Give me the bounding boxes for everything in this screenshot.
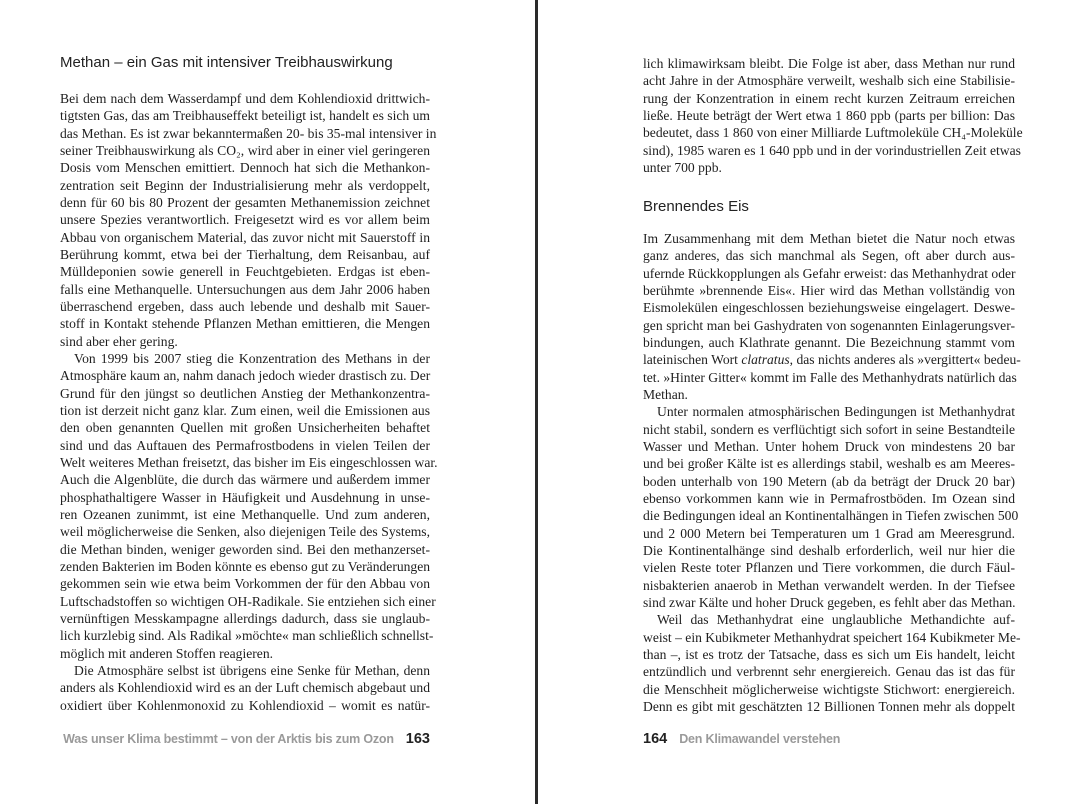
text-line: ren Ozeanen zunimmt, ist eine Methanquelle. Und zum anderen, xyxy=(60,506,430,522)
text-line: und bei großer Kälte ist es allerdings stabil, weshalb es am Meeres- xyxy=(643,456,1015,472)
text-line: Atmosphäre kaum an, nahm danach jedoch wieder drastisch zu. Der xyxy=(60,368,431,384)
text-line: Grund für den jüngst so deutlichen Anstieg der Methankonzentra- xyxy=(60,385,430,401)
text-line: vielen Reste toter Pflanzen und Tiere vorkommen, die durch Fäul- xyxy=(643,560,1015,576)
page-footer xyxy=(63,731,430,747)
text-line: Abbau von organischem Material, das zuvor nicht mit Sauerstoff in xyxy=(60,229,430,245)
text-line: den oben genannten Quellen mit großen Unsicherheiten behaftet xyxy=(60,420,430,436)
text-line: gekommen sein wie etwa beim Vorkommen der für den Abbau von xyxy=(60,576,430,592)
text-line: Weil das Methanhydrat eine unglaubliche Methandichte auf- xyxy=(657,612,1015,628)
text-line xyxy=(643,351,1021,368)
text-line: sind), 1985 waren es 1 640 ppb und in der vorindustriellen Zeit etwas xyxy=(643,142,1021,158)
text-line: sind zwar Kälte und hoher Druck gegeben, es fehlt aber das Methan. xyxy=(643,594,1016,610)
text-line: und 2 000 Metern bei Temperaturen um 1 Grad am Meeresgrund. xyxy=(643,525,1015,541)
text-line: anders als Kohlendioxid wird es an der Luft chemisch abgebaut und xyxy=(60,680,430,696)
text-line: Methan. xyxy=(643,386,688,402)
text-line: tion ist derzeit nicht ganz klar. Zum einen, weil die Emissionen aus xyxy=(60,402,430,418)
text-line: ebenso vorkommen kann wie in Permafrostböden. Im Ozean sind xyxy=(643,490,1015,506)
text-run: lateinischen Wort xyxy=(643,352,742,368)
text-line: falls eine Methanquelle. Untersuchungen aus dem Jahr 2006 haben xyxy=(60,281,430,297)
text-line: Welt weiteres Methan freisetzt, das bisher im Eis eingeschlossen war. xyxy=(60,454,438,470)
text-line: sind und das Auftauen des Permafrostbodens in vielen Teilen der xyxy=(60,437,430,453)
text-line: Berührung kommt, etwa bei der Tierhaltung, dem Reisanbau, auf xyxy=(60,246,430,262)
text-line: Bei dem nach dem Wasserdampf und dem Kohlendioxid drittwich- xyxy=(60,91,430,106)
italic-term: clatratus xyxy=(741,352,790,368)
text-line: Auch die Algenblüte, die durch das wärmere und außerdem immer xyxy=(60,472,430,488)
text-line: rung der Konzentration in einem recht kurzen Zeitraum erreichen xyxy=(643,90,1015,106)
text-line: ufernde Rückkopplungen als Gefahr erweist: das Methanhydrat oder xyxy=(643,265,1016,281)
text-line: Im Zusammenhang mit dem Methan bietet die Natur noch etwas xyxy=(643,231,1015,246)
text-line: bindungen, auch Klathrate genannt. Die Bezeichnung stammt vom xyxy=(643,334,1015,350)
text-line: lich kurzlebig sind. Als Radikal »möchte« man schließlich schnellst- xyxy=(60,628,434,644)
page-number: 164 xyxy=(643,731,668,747)
text-line: than –, ist es trotz der Tatsache, dass es sich um Eis handelt, leicht xyxy=(643,646,1015,662)
text-line: zenden Bakterien im Boden könnte es ebenso gut zu Veränderungen xyxy=(60,558,431,574)
text-line: Von 1999 bis 2007 stieg die Konzentration des Methans in der xyxy=(74,350,430,366)
text-line: überraschend ergeben, dass auch lebende und deshalb mit Sauer- xyxy=(60,298,430,314)
text-line: Denn es gibt mit geschätzten 12 Billionen Tonnen mehr als doppelt xyxy=(643,698,1015,714)
text-line: Eismolekülen eingeschlossen beziehungsweise eingelagert. Deswe- xyxy=(643,300,1015,316)
text-line: ließe. Heute beträgt der Wert etwa 1 860 ppb (parts per billion: Das xyxy=(643,107,1015,123)
section-heading: Brennendes Eis xyxy=(643,198,749,215)
text-run: , das nichts anderes als »vergittert« bedeu- xyxy=(789,352,1021,368)
text-line: stoff in Kontakt stehende Pflanzen Methan emittieren, die Mengen xyxy=(60,316,430,332)
text-line: seiner Treibhauswirkung als CO₂, wird aber in einer viel geringeren xyxy=(60,142,430,158)
text-line: Luftschadstoffen so wichtigen OH-Radikale. Sie entziehen sich einer xyxy=(60,593,436,609)
text-line: unter 700 ppb. xyxy=(643,159,722,175)
text-line: sind aber eher gering. xyxy=(60,333,178,349)
text-line: tigtsten Gas, das am Treibhauseffekt beteiligt ist, handelt es sich um xyxy=(60,108,430,124)
text-line: zentration seit Beginn der Industrialisierung mehr als verdoppelt, xyxy=(60,177,430,193)
text-line: acht Jahre in der Atmosphäre verweilt, weshalb sich eine Stabilisie- xyxy=(643,73,1015,89)
running-head: Was unser Klima bestimmt – von der Arktis bis zum Ozon xyxy=(63,732,394,746)
text-line: die Menschheit möglicherweise wichtigste Stichwort: energiereich. xyxy=(643,681,1015,697)
text-line: Die Kontinentalhänge sind deshalb erforderlich, weil nur hier die xyxy=(643,542,1015,558)
running-head: Den Klimawandel verstehen xyxy=(679,732,841,746)
text-line: berühmte »brennende Eis«. Hier wird das Methan vollständig von xyxy=(643,282,1015,298)
text-line: gen spricht man bei Gashydraten von sogenannten Einlagerungsver- xyxy=(643,317,1015,333)
text-line: die Methan binden, weniger geworden sind. Bei den methanzerset- xyxy=(60,541,430,557)
text-line: nisbakterien anaerob in Methan verwandelt werden. In der Tiefsee xyxy=(643,577,1015,593)
left-page xyxy=(60,0,438,804)
page-number: 163 xyxy=(405,731,430,747)
text-line: Dosis vom Menschen emittiert. Dennoch hat sich die Methankon- xyxy=(60,160,430,176)
text-line: Wasser und Methan. Unter hohem Druck von mindestens 20 bar xyxy=(643,438,1015,454)
text-line: nicht stabil, sondern es verflüchtigt sich sofort in seine Bestandteile xyxy=(643,421,1015,437)
right-page xyxy=(643,0,1023,804)
text-line: vernünftigen Messkampagne allerdings dadurch, dass sie unglaub- xyxy=(60,610,430,626)
text-line: möglich mit anderen Stoffen reagieren. xyxy=(60,645,274,661)
text-line: boden unterhalb von 190 Metern (ab da beträgt der Druck 20 bar) xyxy=(643,473,1015,489)
text-line: weist – ein Kubikmeter Methanhydrat speichert 164 Kubikmeter Me- xyxy=(643,629,1021,645)
text-line: bedeutet, dass 1 860 von einer Milliarde Luftmoleküle CH₄-Moleküle xyxy=(643,125,1023,141)
text-line: Mülldeponien sowie generell in Feuchtgebieten. Erdgas ist eben- xyxy=(60,264,430,280)
text-line: weil möglicherweise die Senken, also diejenigen Teile des Systems, xyxy=(60,524,430,540)
text-line: tet. »Hinter Gitter« kommt im Falle des Methanhydrats natürlich das xyxy=(643,369,1017,385)
page-footer xyxy=(643,731,840,747)
section-heading: Methan – ein Gas mit intensiver Treibhauswirkung xyxy=(60,54,393,71)
text-line: denn für 60 bis 80 Prozent der gesamten Methanemission zeichnet xyxy=(60,194,430,210)
text-line: Die Atmosphäre selbst ist übrigens eine Senke für Methan, denn xyxy=(74,662,430,678)
text-line: das Methan. Es ist zwar bekanntermaßen 20- bis 35-mal intensiver in xyxy=(60,125,437,141)
text-line: entzündlich und verbrennt sehr energiereich. Genau das ist das für xyxy=(643,664,1015,680)
text-line: Unter normalen atmosphärischen Bedingungen ist Methanhydrat xyxy=(657,404,1015,420)
text-line: unsere Spezies verantwortlich. Freigesetzt wird es vor allem beim xyxy=(60,212,430,228)
text-line: die Bedingungen ideal an Kontinentalhängen in Tiefen zwischen 500 xyxy=(643,508,1019,524)
text-line: phosphathaltigere Wasser in Häufigkeit und Ausdehnung in unse- xyxy=(60,489,430,505)
text-line: oxidiert über Kohlenmonoxid zu Kohlendioxid – womit es natür- xyxy=(60,697,430,713)
book-spine xyxy=(535,0,538,804)
text-line: lich klimawirksam bleibt. Die Folge ist aber, dass Methan nur rund xyxy=(643,56,1015,71)
text-line: ganz anderes, das sich manchmal als Segen, oft aber durch aus- xyxy=(643,248,1015,264)
